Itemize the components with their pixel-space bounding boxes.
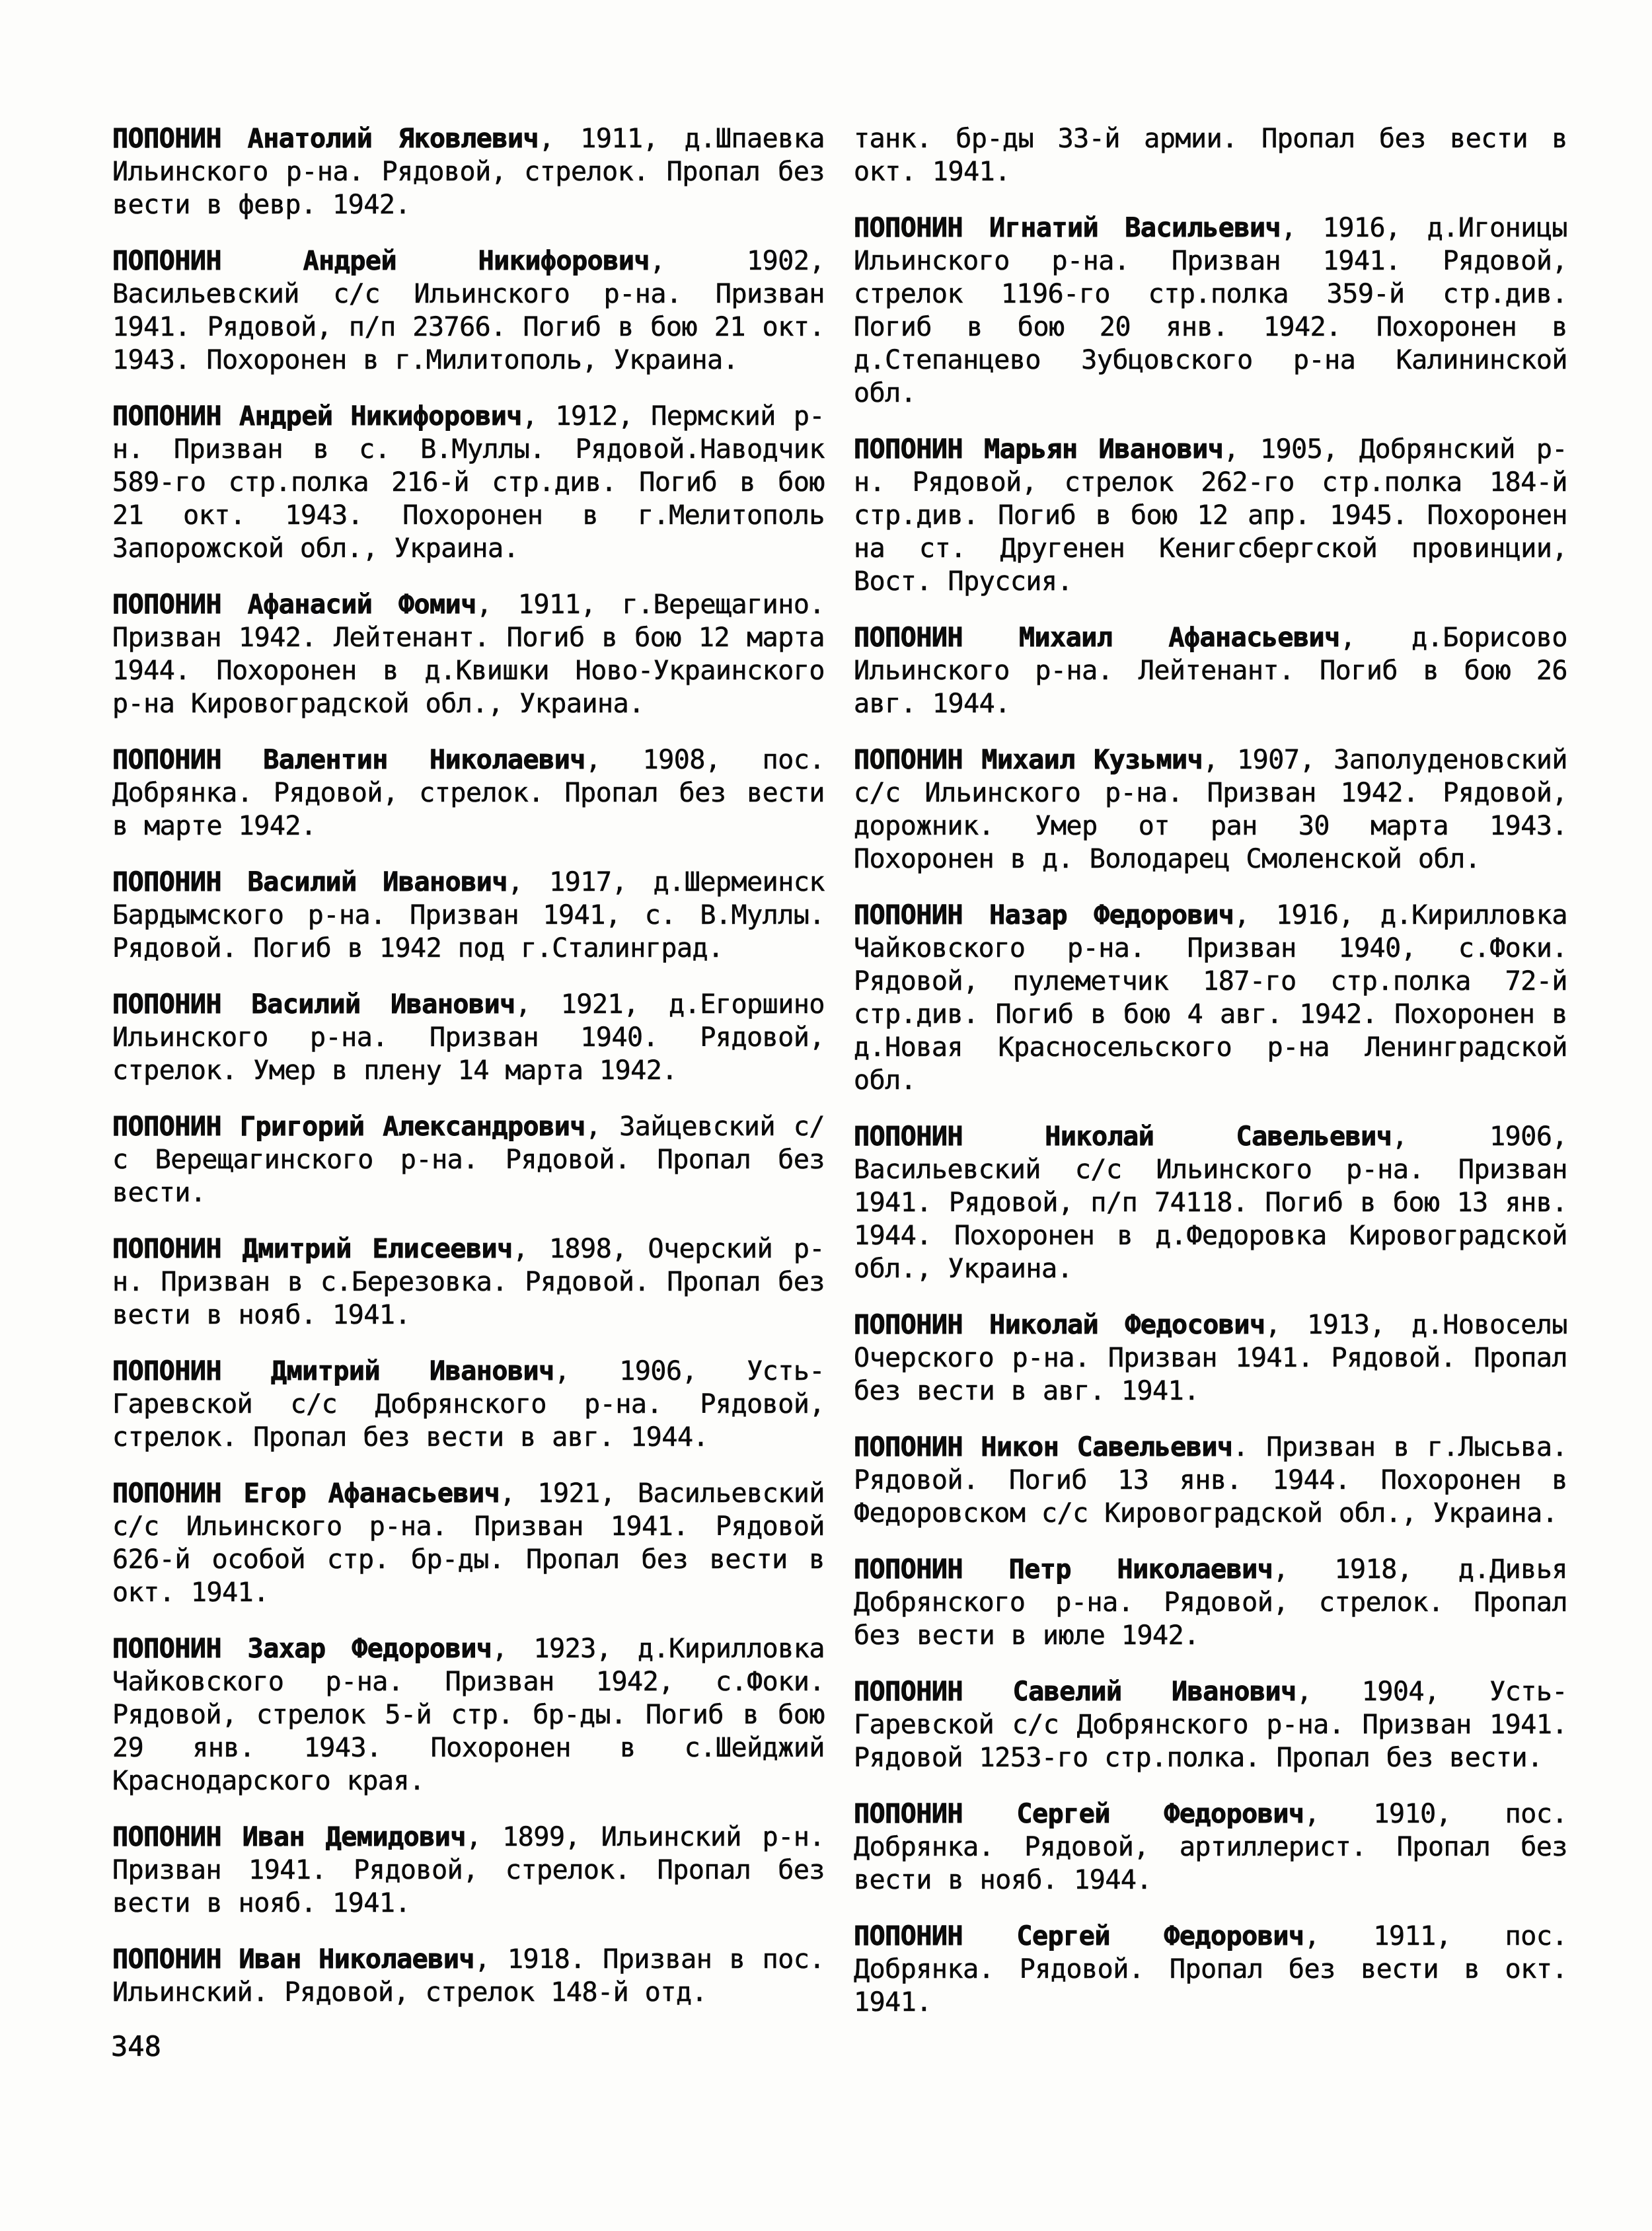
memorial-entry [112,743,825,843]
entry-person-name: ПОПОНИН Андрей Никифорович [112,401,522,432]
memorial-entry [854,1797,1567,1897]
entry-person-name: ПОПОНИН Дмитрий Иванович [112,1356,554,1386]
entry-text: , Зайцевский с/с Верещагинского р-на. Рядовой. Пропал без вести. [112,1112,825,1208]
entry-text: , 1918, д.Дивья Добрянского р-на. Рядовой, стрелок. Пропал без вести в июле 1942. [854,1554,1567,1651]
memorial-entry [854,899,1567,1097]
entry-person-name: ПОПОНИН Михаил Кузьмич [854,745,1203,775]
entry-text: , 1913, д.Новоселы Очерского р-на. Призван 1941. Рядовой. Пропал без вести в авг. 1941. [854,1310,1567,1406]
entry-text: , 1912, Пермский р-н. Призван в с. В.Муллы. Рядовой.Наводчик 589-го стр.полка 216-й стр.див. Погиб в бою 21 окт. 1943. Похоронен в г.Мелитополь Запорожской обл., Украина. [112,401,825,564]
memorial-entry [112,1632,825,1797]
entry-text: , 1917, д.Шермеинск Бардымского р-на. Призван 1941, с. В.Муллы. Рядовой. Погиб в 1942 под г.Сталинград. [112,867,825,964]
entry-text: , 1911, пос. Добрянка. Рядовой. Пропал без вести в окт. 1941. [854,1921,1568,2018]
left-text-column [112,122,825,2032]
entry-person-name: ПОПОНИН Захар Федорович [112,1634,492,1664]
entry-text: , 1906, Васильевский с/с Ильинского р-на. Призван 1941. Рядовой, п/п 74118. Погиб в бою 13 янв. 1944. Похоронен в д.Федоровка Кировоградской обл., Украина. [854,1121,1567,1284]
entry-text: , д.Борисово Ильинского р-на. Лейтенант. Погиб в бою 26 авг. 1944. [854,623,1567,719]
memorial-entry [112,588,825,720]
entry-text: , 1910, пос. Добрянка. Рядовой, артиллерист. Пропал без вести в нояб. 1944. [854,1799,1568,1895]
memorial-entry [112,1355,825,1454]
entry-text: танк. бр-ды 33-й армии. Пропал без вести в окт. 1941. [854,124,1567,187]
page-number: 348 [111,2030,161,2062]
entry-person-name: ПОПОНИН Афанасий Фомич [112,589,476,620]
memorial-entry [854,1553,1567,1652]
entry-person-name: ПОПОНИН Николай Федосович [854,1310,1265,1340]
right-text-column [854,122,1567,2042]
entry-person-name: ПОПОНИН Петр Николаевич [854,1554,1273,1585]
entry-text: , 1918. Призван в пос. Ильинский. Рядовой, стрелок 148-й отд. [112,1944,825,2008]
entry-person-name: ПОПОНИН Иван Демидович [112,1822,466,1852]
memorial-entry [854,433,1567,598]
entry-person-name: ПОПОНИН Игнатий Васильевич [854,213,1281,243]
memorial-entry [112,245,825,377]
entry-text: , 1911, д.Шпаевка Ильинского р-на. Рядовой, стрелок. Пропал без вести в февр. 1942. [112,124,825,220]
entry-person-name: ПОПОНИН Марьян Иванович [854,434,1224,465]
memorial-entry [112,1232,825,1332]
entry-text: , 1916, д.Кирилловка Чайковского р-на. Призван 1940, с.Фоки. Рядовой, пулеметчик 187-го стр.полка 72-й стр.див. Погиб в бою 4 авг. 1942. Похоронен в д.Новая Красносельского р-на Ленинградской обл. [854,900,1567,1096]
entry-person-name: ПОПОНИН Василий Иванович [112,989,515,1020]
entry-person-name: ПОПОНИН Савелий Иванович [854,1677,1296,1707]
entry-person-name: ПОПОНИН Дмитрий Елисеевич [112,1234,513,1264]
entry-person-name: ПОПОНИН Сергей Федорович [854,1799,1304,1829]
entry-text: , 1921, д.Егоршино Ильинского р-на. Призван 1940. Рядовой, стрелок. Умер в плену 14 марта 1942. [112,989,825,1086]
memorial-entry [112,1821,825,1920]
entry-person-name: ПОПОНИН Никон Савельевич [854,1432,1233,1462]
memorial-entry [854,1431,1567,1530]
entry-text: , 1916, д.Игоницы Ильинского р-на. Призван 1941. Рядовой, стрелок 1196-го стр.полка 359-й стр.див. Погиб в бою 20 янв. 1942. Похоронен в д.Степанцево Зубцовского р-на Калининской обл. [854,213,1567,408]
entry-text: , 1899, Ильинский р-н. Призван 1941. Рядовой, стрелок. Пропал без вести в нояб. 1941. [112,1822,825,1918]
entry-text: , 1902, Васильевский с/с Ильинского р-на. Призван 1941. Рядовой, п/п 23766. Погиб в бою 21 окт. 1943. Похоронен в г.Милитополь, Украина. [112,246,825,375]
memorial-entry [112,1943,825,2009]
entry-person-name: ПОПОНИН Назар Федорович [854,900,1234,930]
entry-text: , 1905, Добрянский р-н. Рядовой, стрелок 262-го стр.полка 184-й стр.див. Погиб в бою 12 апр. 1945. Похоронен на ст. Другенен Кенигсбергской провинции, Вост. Пруссия. [854,434,1567,597]
entry-person-name: ПОПОНИН Михаил Афанасьевич [854,623,1340,653]
entry-person-name: ПОПОНИН Анатолий Яковлевич [112,124,539,154]
entry-text: , 1904, Усть-Гаревской с/с Добрянского р-на. Призван 1941. Рядовой 1253-го стр.полка. Пропал без вести. [854,1677,1567,1773]
entry-text: , 1923, д.Кирилловка Чайковского р-на. Призван 1942, с.Фоки. Рядовой, стрелок 5-й стр. бр-ды. Погиб в бою 29 янв. 1943. Похоронен в с.Шейджий Краснодарского края. [112,1634,825,1796]
memorial-entry [854,1120,1567,1285]
entry-text: , 1898, Очерский р-н. Призван в с.Березовка. Рядовой. Пропал без вести в нояб. 1941. [112,1234,825,1330]
entry-person-name: ПОПОНИН Андрей Никифорович [112,246,650,276]
entry-text: , 1908, пос. Добрянка. Рядовой, стрелок. Пропал без вести в марте 1942. [112,745,825,841]
entry-text: . Призван в г.Лысьва. Рядовой. Погиб 13 янв. 1944. Похоронен в Федоровском с/с Кировоградской обл., Украина. [854,1432,1568,1529]
entry-person-name: ПОПОНИН Василий Иванович [112,867,507,897]
entry-text: , 1921, Васильевский с/с Ильинского р-на. Призван 1941. Рядовой 626-й особой стр. бр-ды. Пропал без вести в окт. 1941. [112,1478,825,1608]
entry-person-name: ПОПОНИН Иван Николаевич [112,1944,474,1975]
memorial-entry [854,211,1567,410]
memorial-entry [854,1675,1567,1774]
entry-person-name: ПОПОНИН Егор Афанасьевич [112,1478,500,1509]
entry-text: , 1911, г.Верещагино. Призван 1942. Лейтенант. Погиб в бою 12 марта 1944. Похоронен в д.Квишки Ново-Украинского р-на Кировоградской обл., Украина. [112,589,825,719]
memorial-entry [112,866,825,965]
memorial-entry [854,1920,1567,2019]
memorial-entry [854,621,1567,720]
entry-person-name: ПОПОНИН Николай Савельевич [854,1121,1392,1152]
memorial-entry [112,122,825,221]
memorial-entry [112,1110,825,1209]
entry-text: , 1907, Заполуденовский с/с Ильинского р-на. Призван 1942. Рядовой, дорожник. Умер от ран 30 марта 1943. Похоронен в д. Володарец Смоленской обл. [854,745,1567,874]
entry-person-name: ПОПОНИН Сергей Федорович [854,1921,1304,1951]
entry-person-name: ПОПОНИН Григорий Александрович [112,1112,585,1142]
memorial-entry [112,1477,825,1609]
memorial-entry [854,1308,1567,1408]
entry-text: , 1906, Усть-Гаревской с/с Добрянского р-на. Рядовой, стрелок. Пропал без вести в авг. 1944. [112,1356,825,1453]
memorial-entry [854,743,1567,876]
memorial-entry [112,988,825,1087]
memorial-entry [854,122,1567,188]
memorial-entry [112,400,825,565]
entry-person-name: ПОПОНИН Валентин Николаевич [112,745,585,775]
